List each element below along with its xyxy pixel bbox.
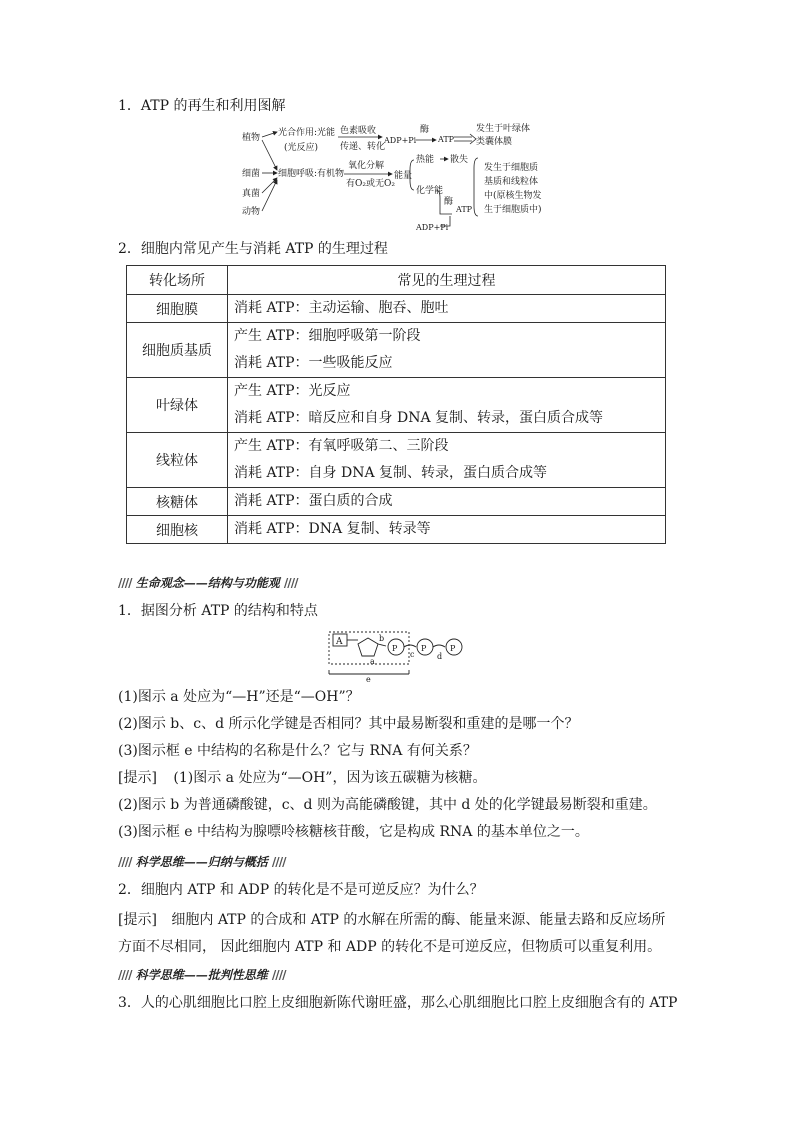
diagram-photo: 光合作用:光能 <box>278 128 336 138</box>
q2-answer: 细胞内 ATP 的合成和 ATP 的水解在所需的酶、能量来源、能量去路和反应场所方面不尽相同， 因此细胞内 ATP 和 ADP 的转化不是可逆反应，但物质可以重复利用。 <box>118 912 666 955</box>
hint-label: [提示] <box>118 912 157 928</box>
diagram-chem: 化学能 <box>416 186 444 196</box>
atp-regeneration-diagram <box>240 118 570 236</box>
band-hatch: //// <box>118 576 132 590</box>
table-row <box>127 295 666 323</box>
table-row <box>127 433 666 488</box>
section-band-critical <box>118 966 285 984</box>
table-row <box>127 488 666 516</box>
row-line: 消耗 ATP：暗反应和自身 DNA 复制、转录，蛋白质合成等 <box>234 410 604 426</box>
diagram-bacteria: 细菌 <box>242 169 261 179</box>
struct-label-P2: P <box>421 644 427 653</box>
row-location: 细胞核 <box>127 516 228 544</box>
table-row <box>127 323 666 378</box>
row-line: 产生 ATP：光反应 <box>234 383 351 399</box>
q1-hint <box>118 768 486 788</box>
diagram-adp-pi: ADP+Pi <box>384 136 417 145</box>
diagram-site1b: 类囊体膜 <box>476 137 513 147</box>
row-line: 消耗 ATP：DNA 复制、转录等 <box>234 521 431 537</box>
table-header-row <box>127 266 666 295</box>
row-line: 产生 ATP：细胞呼吸第一阶段 <box>234 328 421 344</box>
diagram-fungi: 真菌 <box>242 189 261 199</box>
diagram-transmit: 传递、转化 <box>340 142 386 152</box>
diagram-site1: 发生于叶绿体 <box>476 124 531 134</box>
row-location: 细胞膜 <box>127 295 228 323</box>
table-row <box>127 516 666 544</box>
struct-label-d: d <box>437 652 443 661</box>
row-location: 核糖体 <box>127 488 228 516</box>
band-title: 科学思维——批判性思维 <box>135 968 268 982</box>
diagram-atp: ATP <box>438 135 455 144</box>
band-hatch: //// <box>271 968 286 982</box>
q1-answer-b: (2)图示 b 为普通磷酸键，c、d 则为高能磷酸键，其中 d 处的化学键最易断裂和重建。 <box>118 797 657 813</box>
diagram-adp-pi2: ADP+Pi <box>416 223 449 232</box>
row-location: 线粒体 <box>127 433 228 488</box>
header-location: 转化场所 <box>127 266 228 295</box>
diagram-energy: 能量 <box>394 171 413 181</box>
q1-sub-c: (3)图示框 e 中结构的名称是什么？它与 RNA 有何关系？ <box>118 743 477 759</box>
row-line: 产生 ATP：有氧呼吸第二、三阶段 <box>234 438 449 454</box>
q3-heading: 3．人的心肌细胞比口腔上皮细胞新陈代谢旺盛，那么心肌细胞比口腔上皮细胞含有的 ATP <box>118 995 678 1011</box>
atp-structure-diagram <box>326 630 470 682</box>
row-location: 细胞质基质 <box>127 323 228 378</box>
q2-heading: 2．细胞内 ATP 和 ADP 的转化是不是可逆反应？为什么？ <box>118 882 484 898</box>
diagram-site2b: 基质和线粒体 <box>484 177 539 187</box>
section-band-induction <box>118 853 285 871</box>
diagram-enzyme: 酶 <box>420 125 430 135</box>
section-band-structure <box>118 574 297 592</box>
row-line: 消耗 ATP：自身 DNA 复制、转录，蛋白质合成等 <box>234 465 548 481</box>
row-location: 叶绿体 <box>127 378 228 433</box>
diagram-resp: 细胞呼吸:有机物 <box>278 169 345 179</box>
q1-sub-a: (1)图示 a 处应为“—H”还是“—OH”？ <box>118 689 360 705</box>
struct-label-A: A <box>336 637 343 647</box>
diagram-photo-sub: (光反应) <box>284 143 319 153</box>
band-hatch: //// <box>283 576 298 590</box>
struct-label-a: a <box>370 657 375 666</box>
struct-label-e: e <box>366 675 371 682</box>
band-title: 科学思维——归纳与概括 <box>135 855 268 869</box>
q1-answer-c: (3)图示框 e 中结构为腺嘌呤核糖核苷酸，它是构成 RNA 的基本单位之一。 <box>118 824 589 840</box>
band-hatch: //// <box>271 855 286 869</box>
struct-label-b: b <box>379 634 385 643</box>
atp-process-table <box>126 265 666 544</box>
row-line: 消耗 ATP：蛋白质的合成 <box>234 493 393 509</box>
diagram-o2: 有O₂或无O₂ <box>346 179 395 189</box>
diagram-pigment: 色素吸收 <box>340 126 377 136</box>
band-title: 生命观念——结构与功能观 <box>135 576 280 590</box>
hint-label: [提示] <box>118 770 157 786</box>
diagram-enzyme2: 酶 <box>444 197 454 207</box>
diagram-heat: 热能 <box>416 155 435 165</box>
section1-heading: 1．ATP 的再生和利用图解 <box>118 98 286 114</box>
q1-sub-b: (2)图示 b、c、d 所示化学键是否相同？其中最易断裂和重建的是哪一个？ <box>118 716 579 732</box>
row-line: 消耗 ATP：主动运输、胞吞、胞吐 <box>234 300 449 316</box>
diagram-dissipate: 散失 <box>450 155 469 165</box>
diagram-animal: 动物 <box>242 207 261 217</box>
table-row <box>127 378 666 433</box>
q1-answer-a: (1)图示 a 处应为“—OH”，因为该五碳糖为核糖。 <box>173 770 487 786</box>
row-line: 消耗 ATP：一些吸能反应 <box>234 355 393 371</box>
diagram-site2a: 发生于细胞质 <box>484 163 539 173</box>
section2-heading: 2．细胞内常见产生与消耗 ATP 的生理过程 <box>118 241 388 257</box>
diagram-oxid: 氧化分解 <box>348 161 385 171</box>
band-hatch: //// <box>118 855 132 869</box>
diagram-site2c: 中(原核生物发 <box>484 191 542 201</box>
q1-heading: 1．据图分析 ATP 的结构和特点 <box>118 603 318 619</box>
q2-hint <box>118 907 678 961</box>
struct-label-P3: P <box>450 644 456 653</box>
diagram-atp2: ATP <box>456 205 473 214</box>
diagram-site2d: 生于细胞质中) <box>484 205 542 215</box>
struct-label-P1: P <box>392 644 398 653</box>
header-process: 常见的生理过程 <box>228 266 666 295</box>
diagram-plant: 植物 <box>242 133 261 143</box>
band-hatch: //// <box>118 968 132 982</box>
struct-label-c: c <box>410 650 415 659</box>
